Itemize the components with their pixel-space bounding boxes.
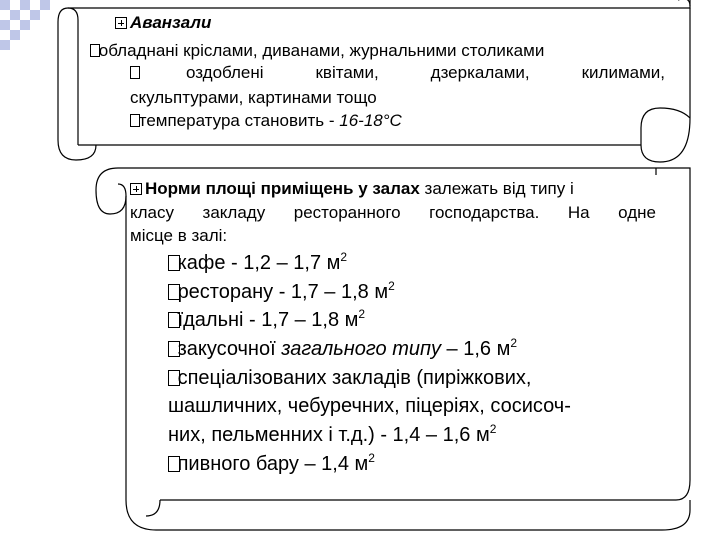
norm-item-specialized [168,364,531,392]
bullet-box-icon [130,66,140,79]
norm-item-beerbar [168,450,375,478]
unit-superscript: 2 [489,422,497,436]
norm-item-text: закусочної [177,338,282,360]
norm-item-canteen [168,306,365,334]
section1-item-2 [130,62,665,83]
unit-superscript: 2 [388,279,395,293]
section1-heading [115,12,211,33]
norm-item-specialized-line3 [168,421,496,449]
section1-item-2-text-line2: скульптурами, картинами тощо [130,88,377,107]
norm-item-text: кафе - 1,2 – 1,7 м [177,252,341,274]
section1-item-2-continuation [130,87,377,108]
norm-item-text: їдальні - 1,7 – 1,8 м [177,309,359,331]
section2-heading-rest: залежать від типу і [419,179,574,198]
unit-superscript: 2 [358,307,366,321]
unit-superscript: 2 [340,250,348,264]
expand-plus-icon [115,17,127,29]
expand-plus-icon [130,183,142,195]
section2-line3 [130,225,227,246]
section1-item-1 [90,40,544,61]
norm-item-italic-text: загального типу [281,338,441,360]
norm-item-text-line2: шашличних, чебуречних, піцеріях, сосисоч- [168,395,571,417]
norm-item-text: спеціалізованих закладів (пиріжкових, [177,367,532,389]
section1-item-2-text: оздоблені квітами, дзеркалами, килимами, [185,63,665,82]
norm-item-restaurant [168,278,395,306]
norm-item-text: пивного бару – 1,4 м [177,453,369,475]
section2-heading [130,178,656,199]
section1-item-3 [130,110,402,131]
norm-item-text-after: – 1,6 м [440,338,511,360]
norm-item-text: ресторану - 1,7 – 1,8 м [177,281,389,303]
norm-item-text-line3: них, пельменних і т.д.) - 1,4 – 1,6 м [168,424,490,446]
section2-heading-bold: Норми площі приміщень у залах [145,179,420,198]
unit-superscript: 2 [368,451,375,465]
unit-superscript: 2 [510,336,518,350]
section2-line3-text: місце в залі: [130,226,228,245]
section1-item-1-text: обладнані кріслами, диванами, журнальними столиками [98,41,545,60]
temperature-value: 16-18°C [339,111,402,130]
section1-heading-text: Аванзали [130,13,212,32]
norm-item-snackbar [168,335,517,363]
section2-line2-text: класу закладу ресторанного господарства. На одне [130,203,656,222]
norm-item-cafe [168,249,347,277]
norm-item-specialized-line2 [168,392,571,420]
temperature-label: температура становить - [138,111,340,130]
section2-line2 [130,202,656,223]
